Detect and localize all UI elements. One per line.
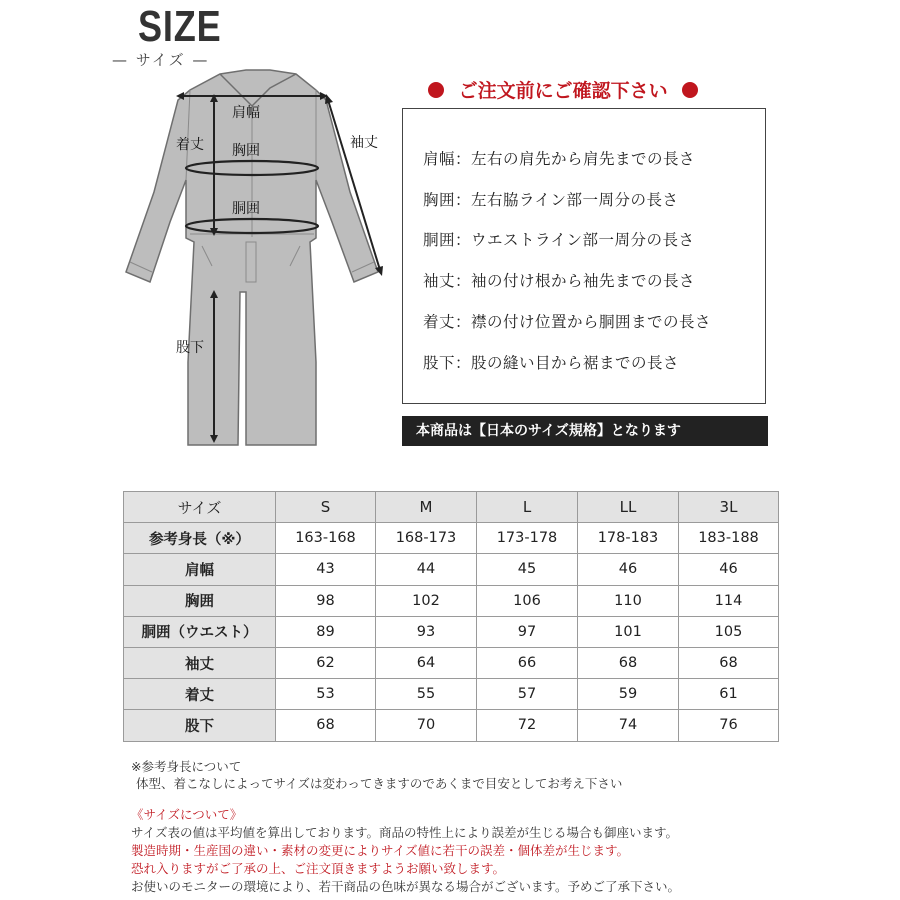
table-cell: 105 bbox=[679, 616, 779, 647]
height-note-title: ※参考身長について bbox=[131, 759, 242, 774]
row-label: 胴囲（ウエスト） bbox=[124, 616, 276, 647]
table-cell: 74 bbox=[578, 710, 679, 741]
header-cell: LL bbox=[578, 492, 679, 523]
table-cell: 46 bbox=[679, 554, 779, 585]
table-cell: 68 bbox=[276, 710, 376, 741]
row-label: 着丈 bbox=[124, 679, 276, 710]
diagram-label-waist: 胴囲 bbox=[232, 201, 260, 217]
table-cell: 62 bbox=[276, 647, 376, 678]
notice-heading bbox=[428, 76, 698, 103]
row-label: 袖丈 bbox=[124, 647, 276, 678]
red-dot-icon bbox=[682, 82, 698, 98]
table-cell: 98 bbox=[276, 585, 376, 616]
table-cell: 55 bbox=[376, 679, 477, 710]
table-cell: 64 bbox=[376, 647, 477, 678]
definition-shoulder: 肩幅：左右の肩先から肩先までの長さ bbox=[423, 150, 696, 168]
size-note-line-1: サイズ表の値は平均値を算出しております。商品の特性上により誤差が生じる場合も御座います。 bbox=[131, 825, 679, 840]
table-cell: 168-173 bbox=[376, 523, 477, 554]
row-label: 胸囲 bbox=[124, 585, 276, 616]
row-label: 肩幅 bbox=[124, 554, 276, 585]
table-cell: 89 bbox=[276, 616, 376, 647]
table-cell: 114 bbox=[679, 585, 779, 616]
table-cell: 66 bbox=[477, 647, 578, 678]
table-row bbox=[124, 554, 779, 585]
definition-length: 着丈：襟の付け位置から胴囲までの長さ bbox=[423, 313, 712, 331]
table-cell: 45 bbox=[477, 554, 578, 585]
table-row bbox=[124, 710, 779, 741]
table-cell: 106 bbox=[477, 585, 578, 616]
definitions-box bbox=[402, 108, 766, 404]
table-cell: 59 bbox=[578, 679, 679, 710]
row-label: 股下 bbox=[124, 710, 276, 741]
table-cell: 57 bbox=[477, 679, 578, 710]
table-cell: 68 bbox=[578, 647, 679, 678]
table-cell: 178-183 bbox=[578, 523, 679, 554]
definition-inseam: 股下：股の縫い目から裾までの長さ bbox=[423, 354, 680, 372]
table-cell: 102 bbox=[376, 585, 477, 616]
header-cell: サイズ bbox=[124, 492, 276, 523]
definition-sleeve: 袖丈：袖の付け根から袖先までの長さ bbox=[423, 272, 696, 290]
size-table bbox=[123, 491, 779, 742]
definition-chest: 胸囲：左右脇ライン部一周分の長さ bbox=[423, 191, 679, 209]
table-cell: 46 bbox=[578, 554, 679, 585]
table-cell: 43 bbox=[276, 554, 376, 585]
table-header-row bbox=[124, 492, 779, 523]
table-row bbox=[124, 585, 779, 616]
table-cell: 68 bbox=[679, 647, 779, 678]
table-cell: 44 bbox=[376, 554, 477, 585]
table-cell: 93 bbox=[376, 616, 477, 647]
diagram-label-shoulder: 肩幅 bbox=[232, 105, 260, 121]
table-cell: 53 bbox=[276, 679, 376, 710]
row-label: 参考身長（※） bbox=[124, 523, 276, 554]
table-cell: 97 bbox=[477, 616, 578, 647]
table-cell: 183-188 bbox=[679, 523, 779, 554]
table-cell: 110 bbox=[578, 585, 679, 616]
definition-waist: 胴囲：ウエストライン部一周分の長さ bbox=[423, 231, 695, 249]
red-dot-icon bbox=[428, 82, 444, 98]
table-cell: 173-178 bbox=[477, 523, 578, 554]
table-cell: 70 bbox=[376, 710, 477, 741]
header-cell: 3L bbox=[679, 492, 779, 523]
diagram-label-sleeve: 袖丈 bbox=[350, 135, 378, 151]
coverall-diagram bbox=[110, 62, 400, 457]
size-subtitle: — サイズ — bbox=[112, 51, 210, 69]
notice-title: ご注文前にご確認下さい bbox=[458, 80, 668, 102]
table-cell: 76 bbox=[679, 710, 779, 741]
size-note-line-4: お使いのモニターの環境により、若干商品の色味が異なる場合がございます。予めご了承下さい。 bbox=[131, 879, 681, 894]
table-row bbox=[124, 523, 779, 554]
diagram-label-inseam: 股下 bbox=[176, 340, 204, 356]
diagram-label-chest: 胸囲 bbox=[232, 143, 260, 159]
size-note-line-2: 製造時期・生産国の違い・素材の変更によりサイズ値に若干の誤差・個体差が生じます。 bbox=[131, 843, 630, 858]
size-note-title: 《サイズについて》 bbox=[131, 807, 243, 822]
table-row bbox=[124, 616, 779, 647]
table-row bbox=[124, 679, 779, 710]
header-cell: S bbox=[276, 492, 376, 523]
height-note-text: 体型、着こなしによってサイズは変わってきますのであくまで目安としてお考え下さい bbox=[136, 776, 623, 791]
japan-size-standard-banner: 本商品は【日本のサイズ規格】となります bbox=[402, 416, 768, 446]
table-cell: 72 bbox=[477, 710, 578, 741]
header-cell: M bbox=[376, 492, 477, 523]
size-title: SIZE bbox=[138, 2, 222, 51]
table-cell: 101 bbox=[578, 616, 679, 647]
table-cell: 163-168 bbox=[276, 523, 376, 554]
table-row bbox=[124, 647, 779, 678]
header-cell: L bbox=[477, 492, 578, 523]
table-cell: 61 bbox=[679, 679, 779, 710]
size-note-line-3: 恐れ入りますがご了承の上、ご注文頂きますようお願い致します。 bbox=[131, 861, 506, 876]
diagram-label-length: 着丈 bbox=[176, 137, 204, 153]
